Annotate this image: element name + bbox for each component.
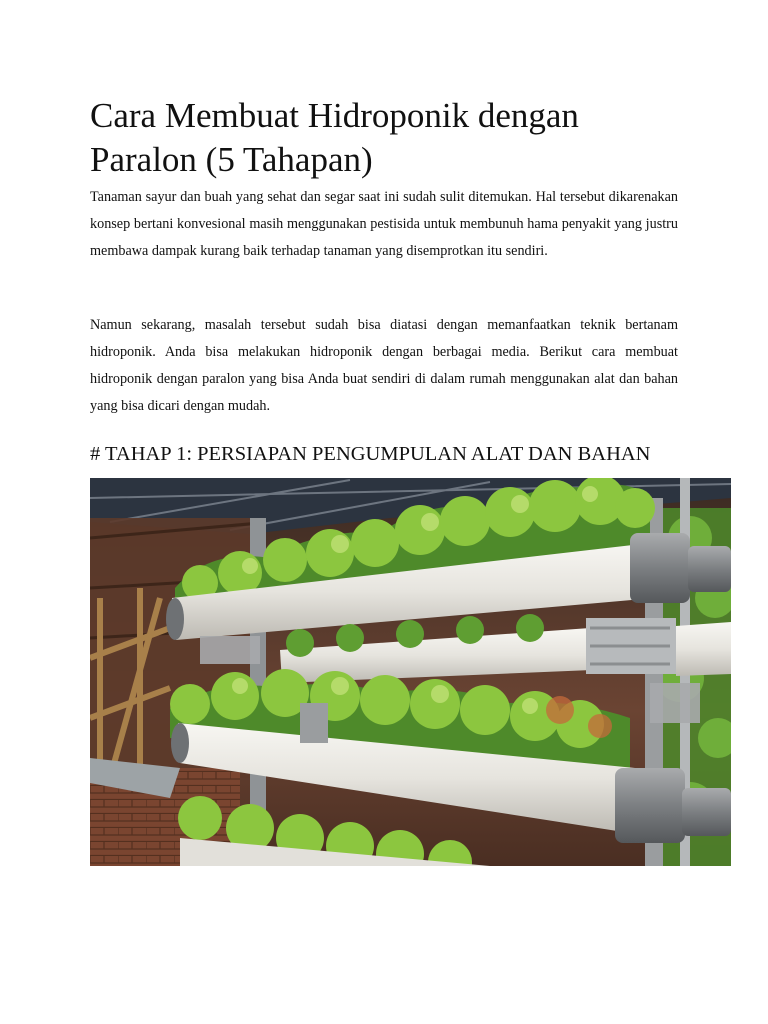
- page-title: Cara Membuat Hidroponik dengan Paralon (5 Tahapan): [90, 96, 579, 179]
- hydroponic-photo: [90, 478, 731, 866]
- hydroponic-illustration: [90, 478, 731, 866]
- paragraph-intro: Tanaman sayur dan buah yang sehat dan segar saat ini sudah sulit ditemukan. Hal tersebut dikarenakan konsep bertani konvesional masih menggunakan pestisida untuk membunuh hama penyakit yang justru membawa dampak kurang baik terhadap tanaman yang disemprotkan itu sendiri.: [90, 189, 678, 259]
- section-heading: # TAHAP 1: PERSIAPAN PENGUMPULAN ALAT DAN BAHAN: [90, 443, 651, 465]
- paragraph-solution: Namun sekarang, masalah tersebut sudah bisa diatasi dengan memanfaatkan teknik bertanam hidroponik. Anda bisa melakukan hidroponik dengan berbagai media. Berikut cara membuat hidroponik dengan paralon yang bisa Anda buat sendiri di dalam rumah menggunakan alat dan bahan yang bisa dicari dengan mudah.: [90, 317, 678, 414]
